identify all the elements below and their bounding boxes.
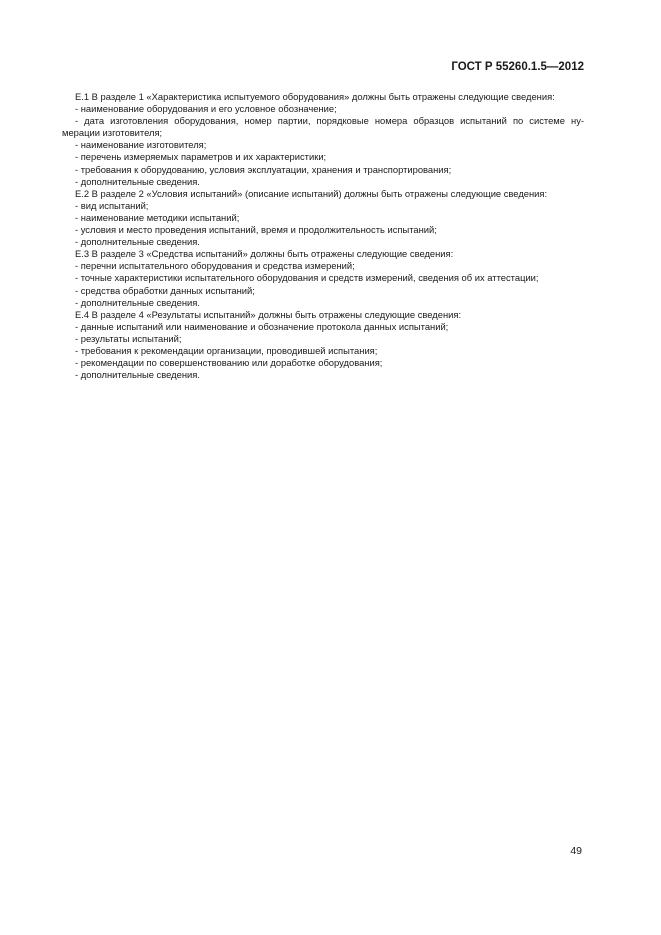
page-number: 49 — [570, 845, 582, 857]
list-item: - дополнительные сведения. — [75, 175, 200, 187]
list-item-continuation: мерации изготовителя; — [62, 127, 163, 139]
list-item: - рекомендации по совершенствованию или доработке оборудования; — [75, 357, 383, 369]
list-item: - дополнительные сведения. — [75, 296, 200, 308]
section-e4-heading: Е.4 В разделе 4 «Результаты испытаний» должны быть отражены следующие сведения: — [75, 308, 462, 320]
list-item: - наименование оборудования и его условное обозначение; — [75, 103, 337, 115]
list-item: - точные характеристики испытательного оборудования и средств измерений, сведения об их аттестации; — [75, 272, 539, 284]
list-item: - перечень измеряемых параметров и их характеристики; — [75, 151, 327, 163]
list-item: - средства обработки данных испытаний; — [75, 284, 255, 296]
list-item: - условия и место проведения испытаний, время и продолжительность испытаний; — [75, 224, 437, 236]
list-item: - требования к оборудованию, условия эксплуатации, хранения и транспортирования; — [75, 163, 452, 175]
section-e1-heading: Е.1 В разделе 1 «Характеристика испытуемого оборудования» должны быть отражены следующие сведения: — [75, 91, 555, 102]
list-item: - дата изготовления оборудования, номер партии, порядковые номера образцов испытаний по системе ну- — [75, 115, 584, 127]
list-item: - требования к рекомендации организации, проводившей испытания; — [75, 344, 378, 356]
section-e2-heading: Е.2 В разделе 2 «Условия испытаний» (описание испытаний) должны быть отражены следующие сведения: — [75, 187, 548, 199]
list-item: - перечни испытательного оборудования и средства измерений; — [75, 260, 355, 272]
list-item: - дополнительные сведения. — [75, 236, 200, 248]
list-item: - дополнительные сведения. — [75, 369, 200, 381]
standard-code-header: ГОСТ Р 55260.1.5—2012 — [451, 61, 584, 73]
list-item: - наименование изготовителя; — [75, 139, 207, 151]
list-item: - вид испытаний; — [75, 199, 149, 211]
list-item: - наименование методики испытаний; — [75, 211, 240, 223]
document-body — [62, 91, 584, 381]
list-item: - данные испытаний или наименование и обозначение протокола данных испытаний; — [75, 320, 449, 332]
section-e3-heading: Е.3 В разделе 3 «Средства испытаний» должны быть отражены следующие сведения: — [75, 248, 454, 260]
list-item: - результаты испытаний; — [75, 332, 182, 344]
